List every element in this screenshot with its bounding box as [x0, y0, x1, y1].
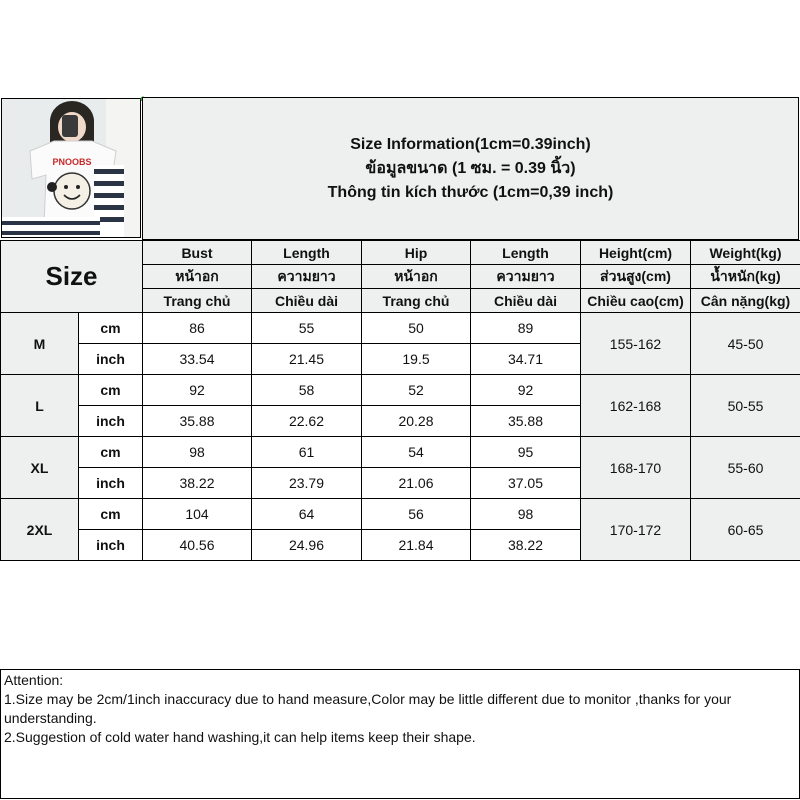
table-cell: 33.54	[143, 344, 252, 375]
table-cell: 92	[471, 375, 581, 406]
table-cell: 92	[143, 375, 252, 406]
table-cell: 38.22	[471, 530, 581, 561]
header-length-2: Length	[471, 241, 581, 265]
header-hip: Hip	[362, 241, 471, 265]
table-cell: 64	[252, 499, 362, 530]
table-cell: 104	[143, 499, 252, 530]
height-range: 168-170	[581, 437, 691, 499]
product-photo-icon	[2, 99, 140, 237]
table-cell: 21.45	[252, 344, 362, 375]
table-cell: 21.84	[362, 530, 471, 561]
table-cell: 89	[471, 313, 581, 344]
table-cell: 21.06	[362, 468, 471, 499]
header-hip-thai: หน้าอก	[362, 265, 471, 289]
height-range: 155-162	[581, 313, 691, 375]
table-cell: 19.5	[362, 344, 471, 375]
header-bust: Bust	[143, 241, 252, 265]
header-length-thai: ความยาว	[252, 265, 362, 289]
table-row	[1, 375, 800, 406]
size-table	[0, 240, 800, 561]
attention-note-2: 2.Suggestion of cold water hand washing,it can help items keep their shape.	[4, 729, 476, 745]
size-chart	[0, 97, 800, 745]
unit-inch: inch	[79, 468, 143, 499]
title-box	[142, 97, 799, 240]
header-weight-thai: น้ำหนัก(kg)	[691, 265, 800, 289]
header-bust-vi: Trang chủ	[143, 289, 252, 313]
table-cell: 35.88	[143, 406, 252, 437]
header-row-english	[1, 241, 800, 265]
table-cell: 34.71	[471, 344, 581, 375]
header-weight: Weight(kg)	[691, 241, 800, 265]
header-height: Height(cm)	[581, 241, 691, 265]
weight-range: 50-55	[691, 375, 800, 437]
attention-note-1: 1.Size may be 2cm/1inch inaccuracy due to hand measure,Color may be little different due to monitor ,thanks for your understanding.	[4, 691, 732, 726]
header-height-thai: ส่วนสูง(cm)	[581, 265, 691, 289]
unit-cm: cm	[79, 437, 143, 468]
table-cell: 55	[252, 313, 362, 344]
unit-cm: cm	[79, 375, 143, 406]
unit-inch: inch	[79, 530, 143, 561]
table-cell: 20.28	[362, 406, 471, 437]
unit-inch: inch	[79, 406, 143, 437]
unit-cm: cm	[79, 313, 143, 344]
table-row	[1, 499, 800, 530]
table-cell: 56	[362, 499, 471, 530]
table-cell: 40.56	[143, 530, 252, 561]
unit-cm: cm	[79, 499, 143, 530]
table-cell: 95	[471, 437, 581, 468]
weight-range: 55-60	[691, 437, 800, 499]
table-cell: 98	[471, 499, 581, 530]
header-bust-thai: หน้าอก	[143, 265, 252, 289]
weight-range: 45-50	[691, 313, 800, 375]
table-cell: 38.22	[143, 468, 252, 499]
size-name: 2XL	[1, 499, 79, 561]
height-range: 170-172	[581, 499, 691, 561]
table-cell: 50	[362, 313, 471, 344]
table-cell: 86	[143, 313, 252, 344]
header-length-vi: Chiều dài	[252, 289, 362, 313]
header-length: Length	[252, 241, 362, 265]
chart-header	[0, 97, 800, 240]
table-row	[1, 313, 800, 344]
size-name: XL	[1, 437, 79, 499]
table-cell: 23.79	[252, 468, 362, 499]
table-cell: 98	[143, 437, 252, 468]
table-cell: 35.88	[471, 406, 581, 437]
table-cell: 54	[362, 437, 471, 468]
table-cell: 61	[252, 437, 362, 468]
size-name: L	[1, 375, 79, 437]
header-weight-vi: Cân nặng(kg)	[691, 289, 800, 313]
table-cell: 22.62	[252, 406, 362, 437]
title-english: Size Information(1cm=0.39inch)	[350, 135, 591, 153]
attention-heading: Attention:	[4, 672, 64, 688]
header-length-2-thai: ความยาว	[471, 265, 581, 289]
attention-notes	[0, 669, 800, 799]
table-cell: 52	[362, 375, 471, 406]
title-vietnamese: Thông tin kích thước (1cm=0,39 inch)	[327, 183, 614, 201]
size-heading: Size	[1, 241, 143, 313]
header-height-vi: Chiều cao(cm)	[581, 289, 691, 313]
table-cell: 37.05	[471, 468, 581, 499]
product-photo	[1, 98, 141, 238]
table-row	[1, 437, 800, 468]
unit-inch: inch	[79, 344, 143, 375]
header-length-2-vi: Chiều dài	[471, 289, 581, 313]
title-thai: ข้อมูลขนาด (1 ซม. = 0.39 นิ้ว)	[365, 159, 576, 177]
weight-range: 60-65	[691, 499, 800, 561]
header-hip-vi: Trang chủ	[362, 289, 471, 313]
table-cell: 58	[252, 375, 362, 406]
height-range: 162-168	[581, 375, 691, 437]
size-name: M	[1, 313, 79, 375]
shirt-print-text: PNOOBS	[52, 157, 92, 167]
table-cell: 24.96	[252, 530, 362, 561]
